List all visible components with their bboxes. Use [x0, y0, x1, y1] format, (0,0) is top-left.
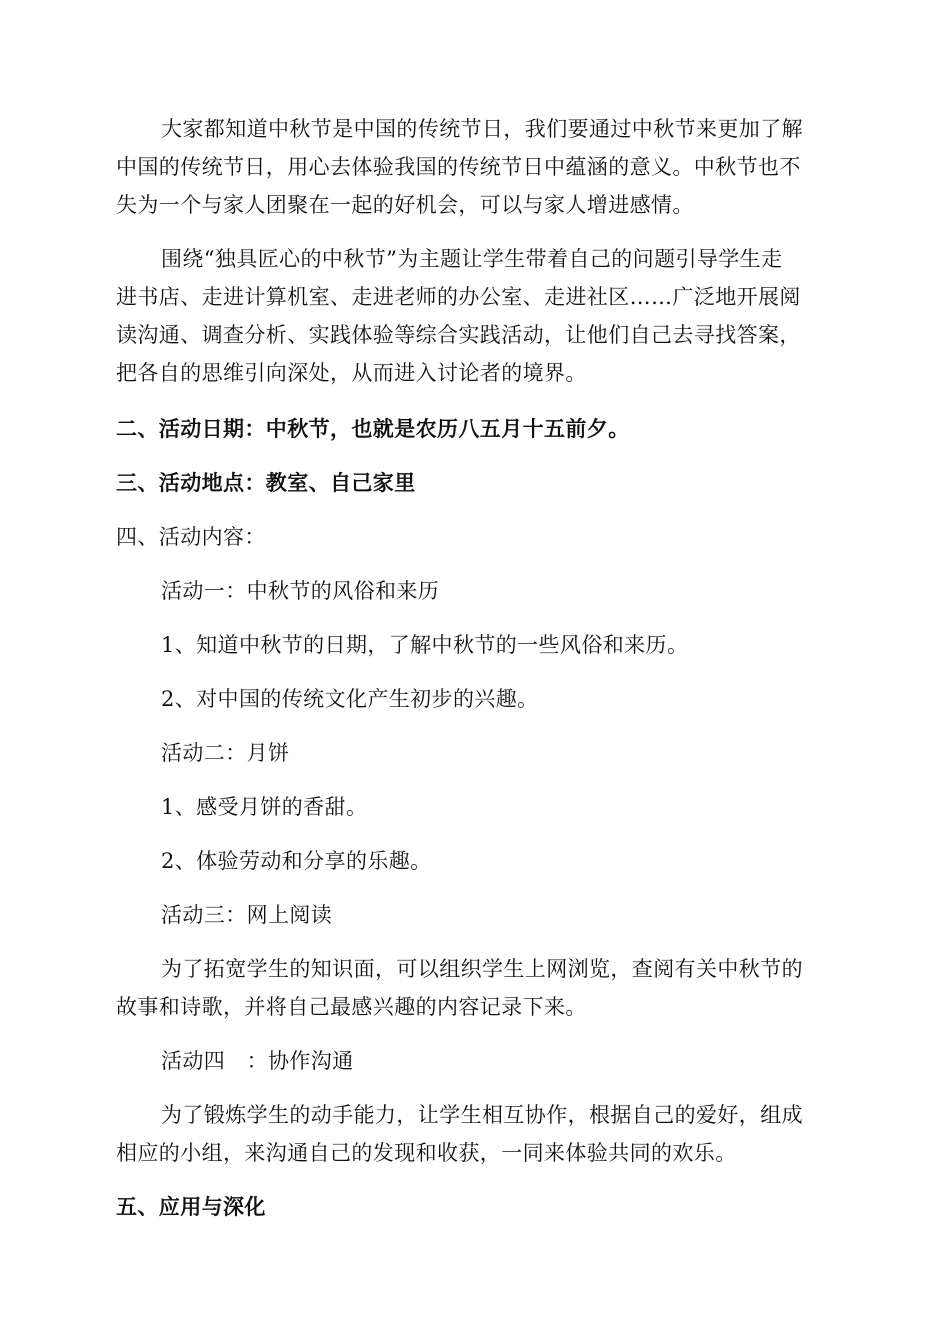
activity2-title: 活动二：月饼	[161, 741, 290, 765]
activity1-title: 活动一：中秋节的风俗和来历	[161, 579, 440, 603]
activity4-body-line-2: 相应的小组，来沟通自己的发现和收获，一同来体验共同的欢乐。	[116, 1141, 737, 1165]
activity2-item-2: 2、体验劳动和分享的乐趣。	[161, 849, 432, 873]
section-content-heading: 四、活动内容：	[116, 525, 266, 549]
theme-line-2: 进书店、走进计算机室、走进老师的办公室、走进社区……广泛地开展阅	[116, 285, 801, 309]
activity1-item-1: 1、知道中秋节的日期，了解中秋节的一些风俗和来历。	[161, 633, 689, 657]
theme-line-4: 把各自的思维引向深处，从而进入讨论者的境界。	[116, 361, 587, 385]
section-application-heading: 五、应用与深化	[116, 1194, 266, 1219]
section-date-heading: 二、活动日期：中秋节，也就是农历八五月十五前夕。	[116, 416, 630, 441]
theme-line-1: 围绕“独具匠心的中秋节”为主题让学生带着自己的问题引导学生走	[161, 247, 783, 271]
activity4-body-line-1: 为了锻炼学生的动手能力，让学生相互协作，根据自己的爱好，组成	[161, 1103, 803, 1127]
activity3-body-line-1: 为了拓宽学生的知识面，可以组织学生上网浏览，查阅有关中秋节的	[161, 957, 803, 981]
activity2-item-1: 1、感受月饼的香甜。	[161, 795, 368, 819]
activity4-title: 活动四 ：协作沟通	[161, 1049, 354, 1073]
section-location-heading: 三、活动地点：教室、自己家里	[116, 470, 416, 495]
intro-line-2: 中国的传统节日，用心去体验我国的传统节日中蕴涵的意义。中秋节也不	[116, 155, 801, 179]
theme-line-3: 读沟通、调查分析、实践体验等综合实践活动，让他们自己去寻找答案，	[116, 323, 801, 347]
intro-line-3: 失为一个与家人团聚在一起的好机会，可以与家人增进感情。	[116, 193, 694, 217]
activity1-item-2: 2、对中国的传统文化产生初步的兴趣。	[161, 687, 539, 711]
activity3-title: 活动三：网上阅读	[161, 903, 333, 927]
activity3-body-line-2: 故事和诗歌，并将自己最感兴趣的内容记录下来。	[116, 995, 587, 1019]
intro-line-1: 大家都知道中秋节是中国的传统节日，我们要通过中秋节来更加了解	[161, 117, 803, 141]
